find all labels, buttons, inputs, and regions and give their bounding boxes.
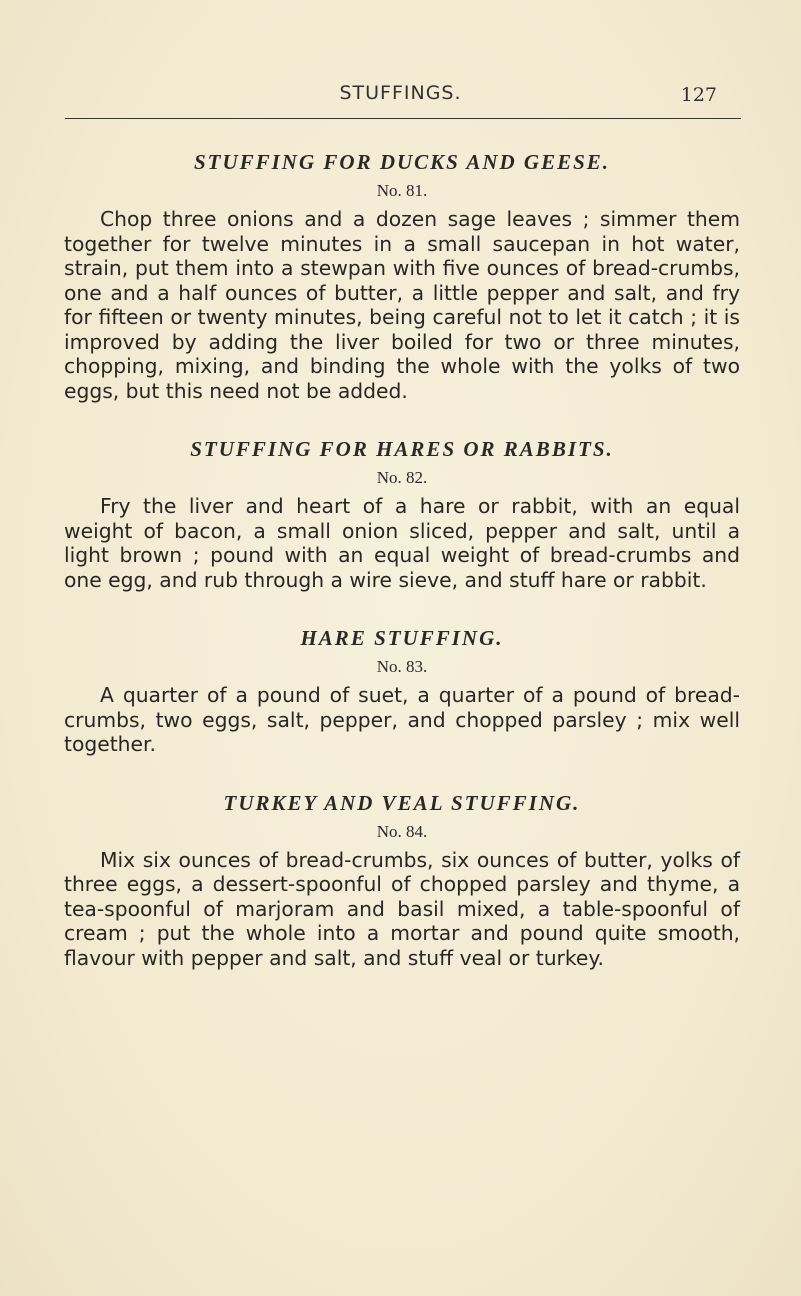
recipe-text: A quarter of a pound of suet, a quarter of a pound of bread-crumbs, two eggs, salt, pepper, and chopped parsley ; mix well together. [64, 683, 740, 756]
running-title: STUFFINGS. [339, 82, 462, 104]
recipe-number: No. 81. [376, 181, 428, 200]
recipe-title: HARE STUFFING. [300, 626, 504, 650]
recipe-text: Mix six ounces of bread-crumbs, six ounces of butter, yolks of three eggs, a dessert-spoonful of chopped parsley and thyme, a tea-spoonful of marjoram and basil mixed, a table-spoonful of cream ; put the whole into a mortar and pound quite smooth, flavour with pepper and salt, and stuff veal or turkey. [64, 847, 740, 970]
recipe-text: Fry the liver and heart of a hare or rabbit, with an equal weight of bacon, a small onion sliced, pepper and salt, until a light brown ; pound with an equal weight of bread-crumbs and one egg, and rub through a wire sieve, and stuff hare or rabbit. [64, 494, 740, 592]
recipe-ducks-geese [64, 150, 740, 403]
recipe-title: TURKEY AND VEAL STUFFING. [223, 790, 581, 815]
page-content [64, 150, 740, 1004]
recipe-hares-rabbits [64, 437, 740, 592]
recipe-title: STUFFING FOR HARES OR RABBITS. [190, 437, 614, 461]
recipe-turkey-veal [64, 791, 740, 971]
recipe-number: No. 83. [376, 657, 428, 676]
header-rule [65, 118, 741, 119]
recipe-hare-stuffing [64, 626, 740, 757]
recipe-number: No. 84. [376, 821, 428, 841]
recipe-number: No. 82. [376, 468, 428, 487]
recipe-title: STUFFING FOR DUCKS AND GEESE. [193, 150, 611, 174]
recipe-text: Chop three onions and a dozen sage leaves ; simmer them together for twelve minutes in a small saucepan in hot water, strain, put them into a stewpan with five ounces of bread-crumbs, one and a half ounces of butter, a little pepper and salt, and fry for fifteen or twenty minutes, being careful not to let it catch ; it is improved by adding the liver boiled for two or three minutes, chopping, mixing, and binding the whole with the yolks of two eggs, but this need not be added. [64, 207, 740, 403]
page-number: 127 [680, 84, 717, 106]
